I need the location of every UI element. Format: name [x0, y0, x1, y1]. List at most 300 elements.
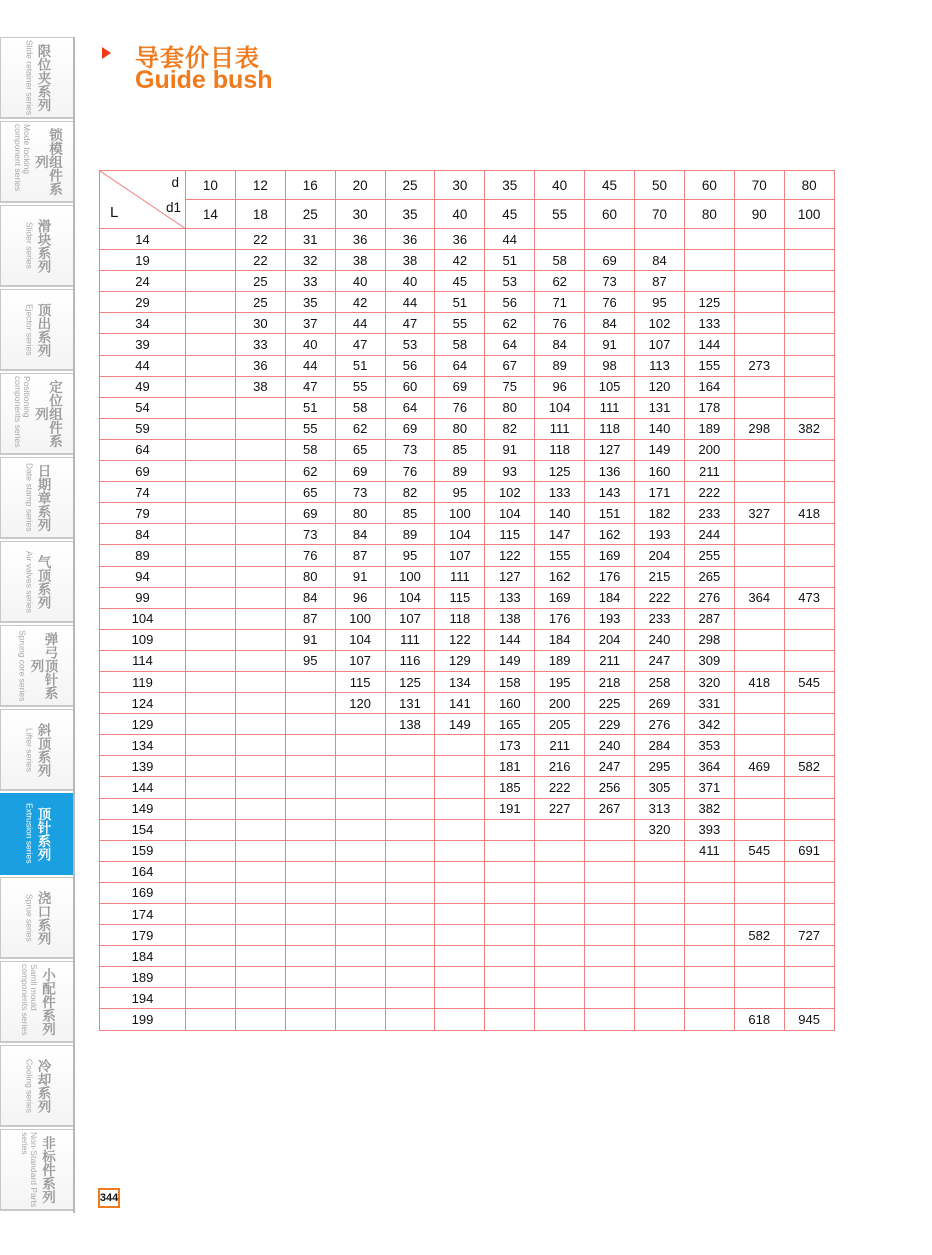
sidebar-tab-en-label: Positioning components series: [13, 375, 32, 447]
price-cell: [585, 925, 635, 946]
price-cell: 305: [635, 777, 685, 798]
price-cell: [535, 229, 585, 250]
price-cell: [186, 566, 236, 587]
price-cell: 37: [285, 313, 335, 334]
price-cell: 89: [385, 524, 435, 545]
price-cell: 184: [585, 587, 635, 608]
price-cell: [485, 861, 535, 882]
price-cell: 76: [385, 461, 435, 482]
price-cell: [784, 482, 834, 503]
sidebar-tab-3[interactable]: [0, 289, 73, 371]
price-cell: [285, 925, 335, 946]
price-cell: [285, 1009, 335, 1030]
price-cell: 104: [535, 397, 585, 418]
page-number: 344: [98, 1188, 120, 1208]
price-cell: [734, 608, 784, 629]
price-cell: 93: [485, 461, 535, 482]
table-row: [100, 461, 835, 482]
price-cell: 118: [535, 439, 585, 460]
price-cell: 225: [585, 693, 635, 714]
price-cell: [684, 925, 734, 946]
table-row: [100, 671, 835, 692]
price-cell: 87: [635, 271, 685, 292]
price-cell: [435, 756, 485, 777]
price-cell: 44: [385, 292, 435, 313]
price-cell: [235, 904, 285, 925]
price-cell: [784, 229, 834, 250]
price-cell: 115: [435, 587, 485, 608]
price-cell: 256: [585, 777, 635, 798]
price-cell: [485, 967, 535, 988]
row-length-label: 79: [100, 503, 186, 524]
row-length-label: 109: [100, 629, 186, 650]
price-cell: 143: [585, 482, 635, 503]
price-cell: 269: [635, 693, 685, 714]
price-cell: [635, 946, 685, 967]
table-row: [100, 967, 835, 988]
price-cell: 189: [535, 650, 585, 671]
sidebar-tab-5[interactable]: [0, 457, 73, 539]
price-cell: 22: [235, 250, 285, 271]
header-d1-cell: 25: [285, 200, 335, 229]
price-cell: [585, 904, 635, 925]
price-cell: 75: [485, 376, 535, 397]
price-cell: 111: [385, 629, 435, 650]
price-cell: [186, 292, 236, 313]
price-cell: [385, 798, 435, 819]
price-cell: [734, 798, 784, 819]
price-cell: [235, 861, 285, 882]
price-cell: [734, 693, 784, 714]
price-cell: [535, 840, 585, 861]
price-cell: 85: [385, 503, 435, 524]
price-cell: [734, 524, 784, 545]
price-cell: 89: [435, 461, 485, 482]
price-cell: 62: [285, 461, 335, 482]
price-cell: 33: [285, 271, 335, 292]
price-cell: 47: [335, 334, 385, 355]
table-row: [100, 1009, 835, 1030]
price-cell: 204: [635, 545, 685, 566]
price-cell: 120: [635, 376, 685, 397]
sidebar-tab-4[interactable]: [0, 373, 73, 455]
price-cell: 73: [385, 439, 435, 460]
price-cell: [635, 904, 685, 925]
price-cell: [435, 861, 485, 882]
price-cell: [235, 925, 285, 946]
price-cell: 51: [335, 355, 385, 376]
price-cell: [335, 798, 385, 819]
price-cell: [435, 1009, 485, 1030]
row-length-label: 194: [100, 988, 186, 1009]
price-cell: [784, 271, 834, 292]
price-cell: 418: [784, 503, 834, 524]
price-cell: 127: [585, 439, 635, 460]
price-cell: 200: [535, 693, 585, 714]
price-cell: [385, 756, 435, 777]
price-cell: 60: [385, 376, 435, 397]
price-cell: [784, 313, 834, 334]
header-d-cell: 30: [435, 171, 485, 200]
sidebar-tab-cn-label: 顶出系列: [34, 302, 51, 357]
price-cell: 267: [585, 798, 635, 819]
price-cell: [186, 271, 236, 292]
price-cell: [435, 946, 485, 967]
header-d1-cell: 60: [585, 200, 635, 229]
table-row: [100, 292, 835, 313]
sidebar-tab-en-label: Air valves series: [24, 550, 35, 613]
price-cell: 469: [734, 756, 784, 777]
table-row: [100, 545, 835, 566]
price-cell: 287: [684, 608, 734, 629]
price-cell: [784, 904, 834, 925]
price-cell: [186, 925, 236, 946]
price-cell: [734, 313, 784, 334]
header-d1-cell: 40: [435, 200, 485, 229]
table-row: [100, 840, 835, 861]
header-d-cell: 16: [285, 171, 335, 200]
price-cell: 91: [585, 334, 635, 355]
price-cell: [635, 925, 685, 946]
price-cell: 155: [535, 545, 585, 566]
sidebar-tab-8[interactable]: [0, 709, 73, 791]
price-cell: [585, 229, 635, 250]
sidebar-tab-12[interactable]: [0, 1045, 73, 1127]
price-cell: [385, 988, 435, 1009]
price-cell: 105: [585, 376, 635, 397]
price-cell: 173: [485, 735, 535, 756]
price-cell: [585, 882, 635, 903]
sidebar-tab-13[interactable]: [0, 1129, 73, 1211]
price-cell: 67: [485, 355, 535, 376]
price-cell: 56: [385, 355, 435, 376]
price-cell: [684, 229, 734, 250]
row-length-label: 119: [100, 671, 186, 692]
price-cell: 134: [435, 671, 485, 692]
price-cell: [186, 735, 236, 756]
price-cell: [734, 229, 784, 250]
price-cell: 104: [485, 503, 535, 524]
price-cell: 191: [485, 798, 535, 819]
price-cell: 258: [635, 671, 685, 692]
price-cell: 115: [335, 671, 385, 692]
price-cell: [186, 946, 236, 967]
header-d1-cell: 35: [385, 200, 435, 229]
price-cell: 69: [435, 376, 485, 397]
price-cell: [734, 904, 784, 925]
header-d1-cell: 70: [635, 200, 685, 229]
sidebar-tab-0[interactable]: [0, 37, 73, 119]
row-length-label: 104: [100, 608, 186, 629]
price-cell: 473: [784, 587, 834, 608]
price-cell: 116: [385, 650, 435, 671]
price-cell: 545: [784, 671, 834, 692]
sidebar-tab-2[interactable]: [0, 205, 73, 287]
price-cell: [285, 819, 335, 840]
price-cell: [186, 629, 236, 650]
price-cell: 84: [535, 334, 585, 355]
price-cell: 118: [585, 418, 635, 439]
table-row: [100, 629, 835, 650]
price-cell: 73: [585, 271, 635, 292]
price-cell: [186, 882, 236, 903]
price-cell: [734, 461, 784, 482]
price-cell: [535, 988, 585, 1009]
header-d1-cell: 55: [535, 200, 585, 229]
price-cell: 38: [335, 250, 385, 271]
price-cell: 320: [684, 671, 734, 692]
price-cell: [734, 967, 784, 988]
price-cell: 91: [485, 439, 535, 460]
price-cell: [235, 587, 285, 608]
table-row: [100, 650, 835, 671]
price-cell: [585, 861, 635, 882]
sidebar-tab-cn-label: 顶针系列: [34, 806, 51, 861]
price-cell: [186, 461, 236, 482]
price-cell: [385, 925, 435, 946]
price-cell: [235, 397, 285, 418]
series-sidebar: [0, 37, 75, 1213]
price-cell: [385, 777, 435, 798]
price-cell: 122: [435, 629, 485, 650]
price-cell: [684, 1009, 734, 1030]
price-cell: 30: [235, 313, 285, 334]
price-cell: 218: [585, 671, 635, 692]
price-cell: 53: [385, 334, 435, 355]
price-cell: 222: [684, 482, 734, 503]
header-d1-cell: 14: [186, 200, 236, 229]
price-cell: [784, 608, 834, 629]
price-cell: [585, 946, 635, 967]
table-row: [100, 566, 835, 587]
price-cell: 189: [684, 418, 734, 439]
price-cell: [335, 819, 385, 840]
sidebar-tab-en-label: Slider series: [24, 222, 35, 269]
price-cell: 40: [385, 271, 435, 292]
price-cell: [784, 777, 834, 798]
price-cell: [235, 608, 285, 629]
sidebar-tab-9[interactable]: [0, 793, 73, 875]
sidebar-tab-en-label: Lifter series: [24, 727, 35, 772]
price-cell: 353: [684, 735, 734, 756]
price-cell: [186, 503, 236, 524]
price-cell: [235, 988, 285, 1009]
price-cell: [186, 671, 236, 692]
row-length-label: 169: [100, 882, 186, 903]
price-cell: 327: [734, 503, 784, 524]
price-cell: 36: [385, 229, 435, 250]
price-cell: 104: [335, 629, 385, 650]
price-cell: [635, 1009, 685, 1030]
price-cell: [635, 967, 685, 988]
price-cell: [585, 840, 635, 861]
price-cell: 96: [535, 376, 585, 397]
price-cell: [435, 904, 485, 925]
price-cell: 298: [734, 418, 784, 439]
price-cell: [385, 861, 435, 882]
price-cell: 273: [734, 355, 784, 376]
price-cell: [784, 376, 834, 397]
price-cell: [784, 545, 834, 566]
price-cell: 73: [335, 482, 385, 503]
price-cell: 73: [285, 524, 335, 545]
price-cell: 181: [485, 756, 535, 777]
price-cell: 76: [535, 313, 585, 334]
table-row: [100, 482, 835, 503]
price-cell: [235, 946, 285, 967]
price-cell: [784, 355, 834, 376]
price-cell: 178: [684, 397, 734, 418]
price-cell: 140: [635, 418, 685, 439]
price-cell: [435, 840, 485, 861]
price-cell: [235, 439, 285, 460]
price-cell: [734, 988, 784, 1009]
price-cell: 62: [485, 313, 535, 334]
table-row: [100, 397, 835, 418]
sidebar-tab-cn-label: 浇口系列: [34, 890, 51, 945]
price-cell: [235, 840, 285, 861]
sidebar-tab-en-label: Samll mould components series: [20, 963, 39, 1035]
price-cell: 247: [585, 756, 635, 777]
price-cell: 64: [385, 397, 435, 418]
price-cell: 31: [285, 229, 335, 250]
price-cell: 87: [335, 545, 385, 566]
price-cell: 76: [285, 545, 335, 566]
row-length-label: 129: [100, 714, 186, 735]
price-cell: [734, 397, 784, 418]
price-cell: [784, 861, 834, 882]
sidebar-tab-en-label: Date stamp series: [24, 463, 35, 532]
price-cell: [734, 650, 784, 671]
price-cell: 44: [335, 313, 385, 334]
price-cell: [435, 798, 485, 819]
price-cell: [435, 819, 485, 840]
price-cell: [684, 882, 734, 903]
price-cell: 111: [535, 418, 585, 439]
price-cell: [435, 882, 485, 903]
price-cell: 56: [485, 292, 535, 313]
price-cell: [335, 988, 385, 1009]
price-cell: 284: [635, 735, 685, 756]
price-cell: [335, 714, 385, 735]
price-cell: [734, 482, 784, 503]
price-cell: 84: [585, 313, 635, 334]
price-cell: [784, 988, 834, 1009]
price-cell: [186, 545, 236, 566]
price-cell: [784, 292, 834, 313]
table-row: [100, 946, 835, 967]
price-cell: [734, 819, 784, 840]
price-cell: [585, 988, 635, 1009]
price-cell: [734, 271, 784, 292]
price-cell: [186, 861, 236, 882]
price-cell: [784, 735, 834, 756]
price-cell: 227: [535, 798, 585, 819]
table-row: [100, 861, 835, 882]
row-length-label: 14: [100, 229, 186, 250]
price-cell: [585, 1009, 635, 1030]
price-cell: 216: [535, 756, 585, 777]
corner-label-d1: d1: [165, 200, 181, 215]
price-cell: 160: [485, 693, 535, 714]
price-cell: [285, 693, 335, 714]
price-cell: 255: [684, 545, 734, 566]
price-cell: 85: [435, 439, 485, 460]
price-cell: 151: [585, 503, 635, 524]
sidebar-tab-7[interactable]: [0, 625, 73, 707]
price-cell: 298: [684, 629, 734, 650]
price-cell: 69: [285, 503, 335, 524]
header-d1-cell: 90: [734, 200, 784, 229]
price-cell: 111: [435, 566, 485, 587]
price-cell: 125: [684, 292, 734, 313]
price-cell: [335, 904, 385, 925]
price-cell: [684, 988, 734, 1009]
price-cell: 98: [585, 355, 635, 376]
price-cell: [235, 461, 285, 482]
sidebar-tab-11[interactable]: [0, 961, 73, 1043]
table-row: [100, 250, 835, 271]
table-row: [100, 693, 835, 714]
price-cell: [734, 545, 784, 566]
price-cell: [435, 988, 485, 1009]
price-cell: 58: [285, 439, 335, 460]
price-cell: 364: [734, 587, 784, 608]
table-row: [100, 271, 835, 292]
price-cell: 115: [485, 524, 535, 545]
price-cell: 342: [684, 714, 734, 735]
price-cell: [186, 967, 236, 988]
table-row: [100, 313, 835, 334]
price-cell: 204: [585, 629, 635, 650]
sidebar-tab-6[interactable]: [0, 541, 73, 623]
price-cell: 371: [684, 777, 734, 798]
price-cell: 95: [385, 545, 435, 566]
sidebar-tab-en-label: Mode locking component series: [13, 123, 32, 191]
price-cell: 102: [635, 313, 685, 334]
price-cell: 182: [635, 503, 685, 524]
price-cell: 136: [585, 461, 635, 482]
price-cell: 40: [285, 334, 335, 355]
price-cell: [335, 861, 385, 882]
price-cell: [734, 946, 784, 967]
price-cell: 100: [335, 608, 385, 629]
price-cell: 76: [435, 397, 485, 418]
table-row: [100, 714, 835, 735]
price-cell: 69: [335, 461, 385, 482]
header-d-cell: 20: [335, 171, 385, 200]
header-d-cell: 35: [485, 171, 535, 200]
price-cell: 211: [535, 735, 585, 756]
price-cell: [485, 819, 535, 840]
price-cell: [535, 925, 585, 946]
price-cell: 55: [285, 418, 335, 439]
header-d1-cell: 30: [335, 200, 385, 229]
price-cell: [335, 882, 385, 903]
price-cell: 133: [535, 482, 585, 503]
price-cell: [285, 671, 335, 692]
price-cell: 164: [684, 376, 734, 397]
sidebar-tab-cn-label: 定位组件系列: [32, 379, 62, 448]
price-cell: 205: [535, 714, 585, 735]
price-cell: [285, 756, 335, 777]
sidebar-tab-10[interactable]: [0, 877, 73, 959]
price-cell: [734, 334, 784, 355]
sidebar-tab-1[interactable]: [0, 121, 73, 203]
price-cell: [734, 714, 784, 735]
title-arrow-icon: [102, 47, 111, 59]
price-cell: [186, 819, 236, 840]
